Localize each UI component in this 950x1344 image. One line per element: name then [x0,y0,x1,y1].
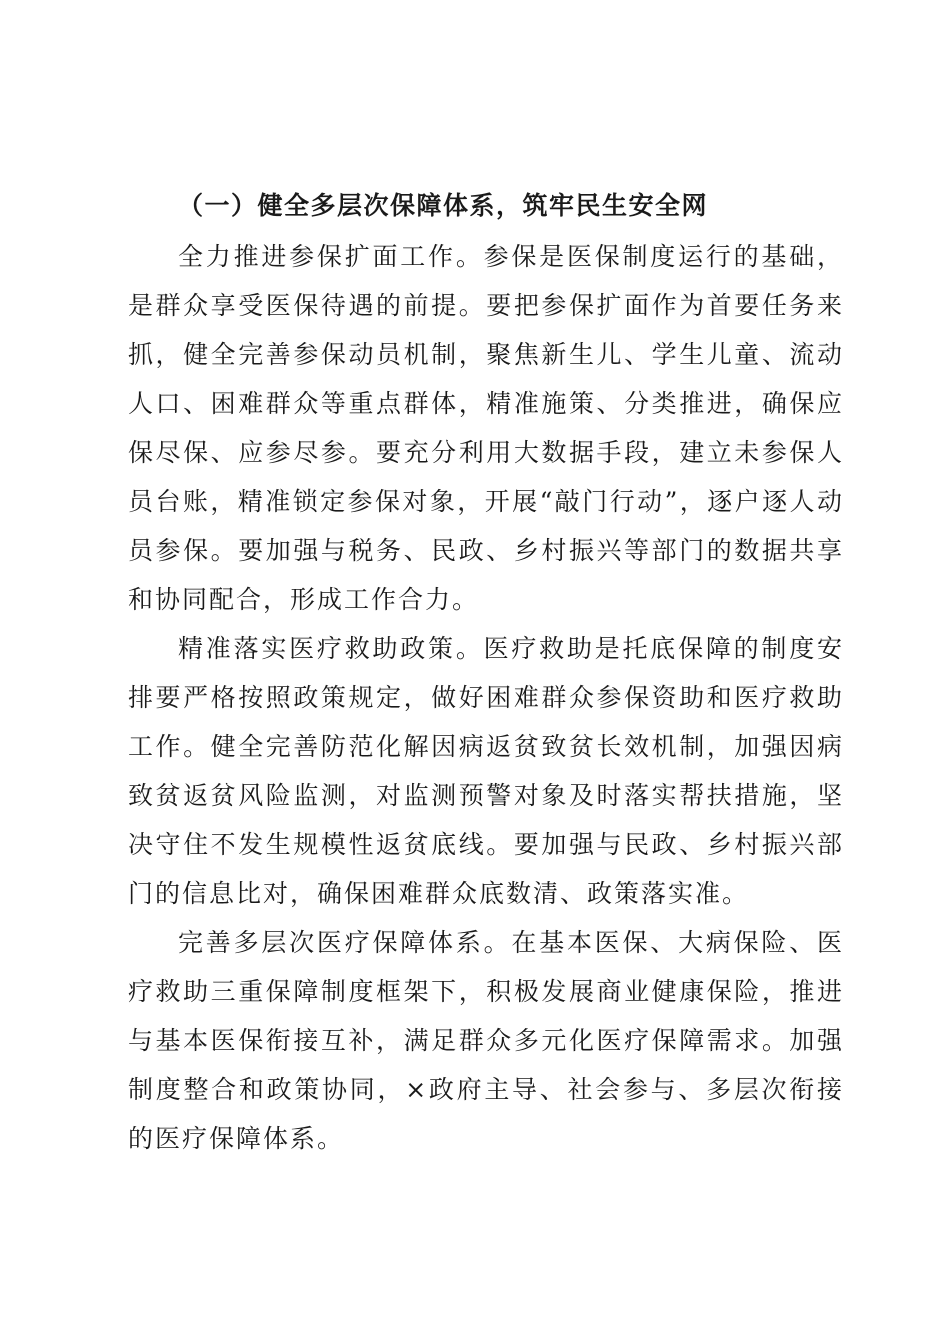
paragraph-multilevel-security: 完善多层次医疗保障体系。在基本医保、大病保险、医疗救助三重保障制度框架下，积极发展商业健康保险，推进与基本医保衔接互补，满足群众多元化医疗保障需求。加强制度整合和政策协同，×政府主导、社会参与、多层次衔接的医疗保障体系。 [128,928,844,1153]
document-body [128,180,844,1163]
paragraph-medical-assistance: 精准落实医疗救助政策。医疗救助是托底保障的制度安排要严格按照政策规定，做好困难群众参保资助和医疗救助工作。健全完善防范化解因病返贫致贫长效机制，加强因病致贫返贫风险监测，对监测预警对象及时落实帮扶措施，坚决守住不发生规模性返贫底线。要加强与民政、乡村振兴部门的信息比对，确保困难群众底数清、政策落实准。 [128,634,844,908]
section-heading: （一）健全多层次保障体系，筑牢民生安全网 [178,191,709,220]
paragraph-insurance-coverage: 全力推进参保扩面工作。参保是医保制度运行的基础，是群众享受医保待遇的前提。要把参保扩面作为首要任务来抓，健全完善参保动员机制，聚焦新生儿、学生儿童、流动人口、困难群众等重点群体，精准施策、分类推进，确保应保尽保、应参尽参。要充分利用大数据手段，建立未参保人员台账，精准锁定参保对象，开展“敲门行动”，逐户逐人动员参保。要加强与税务、民政、乡村振兴等部门的数据共享和协同配合，形成工作合力。 [128,242,844,614]
